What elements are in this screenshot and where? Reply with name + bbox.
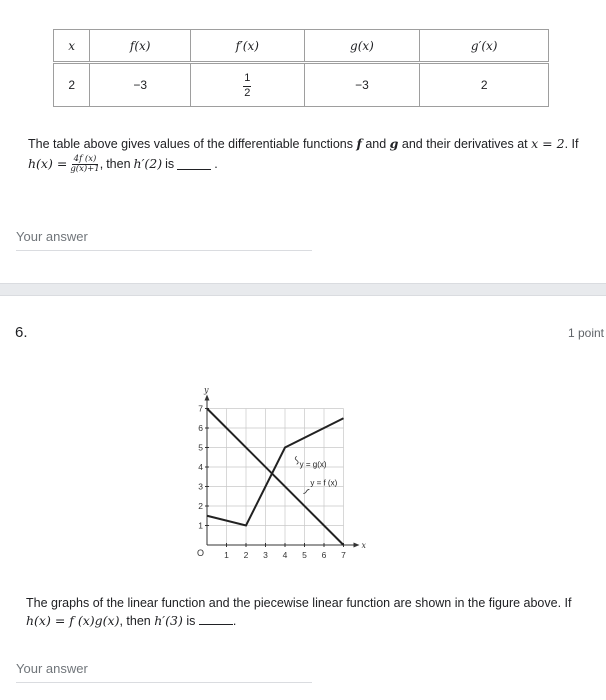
question6-text: The graphs of the linear function and the piecewise linear function are shown in the figure above. If h(x) = f (x)g(x), then h′(3) is . <box>26 596 572 629</box>
question6-number: 6. <box>15 324 28 341</box>
h-fraction: $\frac{4f (x)}{g(x)+1}$ <box>70 154 100 175</box>
x-tick-label: 6 <box>321 550 327 560</box>
answer-blank <box>199 615 233 625</box>
table-cell-f: −3 <box>90 63 191 107</box>
y-tick-label: 2 <box>198 501 203 511</box>
graph-series <box>207 409 344 546</box>
x-tick-label: 5 <box>302 550 307 560</box>
y-tick-label: 7 <box>198 403 203 414</box>
fraction-numerator: 1 <box>243 73 251 87</box>
table-header-g: g(x) <box>304 30 420 63</box>
y-tick-label: 5 <box>198 442 203 453</box>
table-header-f: f(x) <box>90 30 191 63</box>
values-table <box>53 29 549 107</box>
x-tick-label: 4 <box>282 550 288 560</box>
table-header-fprime: f′(x) <box>191 30 304 63</box>
question5-line2: h(x) = $\frac{4f (x)}{g(x)+1}$ , then h′(2) is . <box>28 154 218 175</box>
y-tick-label: 1 <box>198 520 203 531</box>
g-label: y = g(x) <box>299 460 327 469</box>
answer-blank <box>177 160 211 170</box>
x-tick-label: 7 <box>341 550 346 560</box>
fraction <box>243 73 251 99</box>
table-cell-x: 2 <box>54 63 90 107</box>
table-cell-gprime: 2 <box>420 63 549 107</box>
g-label-pointer <box>295 456 298 464</box>
g-line <box>207 418 344 525</box>
table-row <box>54 63 549 107</box>
y-tick-label: 4 <box>198 462 203 472</box>
y-axis-arrow-icon <box>205 395 210 401</box>
question6-answer-input[interactable]: Your answer <box>16 661 312 683</box>
question5-text <box>28 135 598 174</box>
table-header-gprime: g′(x) <box>420 30 549 63</box>
question6-points: 1 point <box>567 326 604 340</box>
origin-label: O <box>197 548 205 558</box>
x-tick-label: 1 <box>224 550 229 560</box>
table-header-x: x <box>54 30 90 63</box>
question5-line1: The table above gives values of the differentiable functions f and g and their derivatives at x = 2. If <box>28 136 579 151</box>
question5-answer-input[interactable]: Your answer <box>16 229 312 251</box>
x-axis-label: x <box>361 541 367 550</box>
h-definition: h(x) = <box>28 156 68 172</box>
y-tick-label: 3 <box>198 481 203 492</box>
f-label: y = f (x) <box>310 478 338 488</box>
x-axis-arrow-icon <box>354 543 360 548</box>
fraction-denominator: 2 <box>244 87 251 99</box>
table-cell-g: −3 <box>304 63 420 107</box>
y-tick-label: 6 <box>198 423 203 433</box>
graph-axes <box>205 395 360 548</box>
graph-labels <box>197 386 367 559</box>
y-axis-label: y <box>204 385 209 395</box>
question-divider <box>0 283 606 296</box>
x-tick-label: 3 <box>263 550 268 560</box>
table-header-row <box>54 30 549 63</box>
table-cell-fprime <box>191 63 304 107</box>
function-graph <box>190 385 380 565</box>
x-tick-label: 2 <box>243 550 249 560</box>
